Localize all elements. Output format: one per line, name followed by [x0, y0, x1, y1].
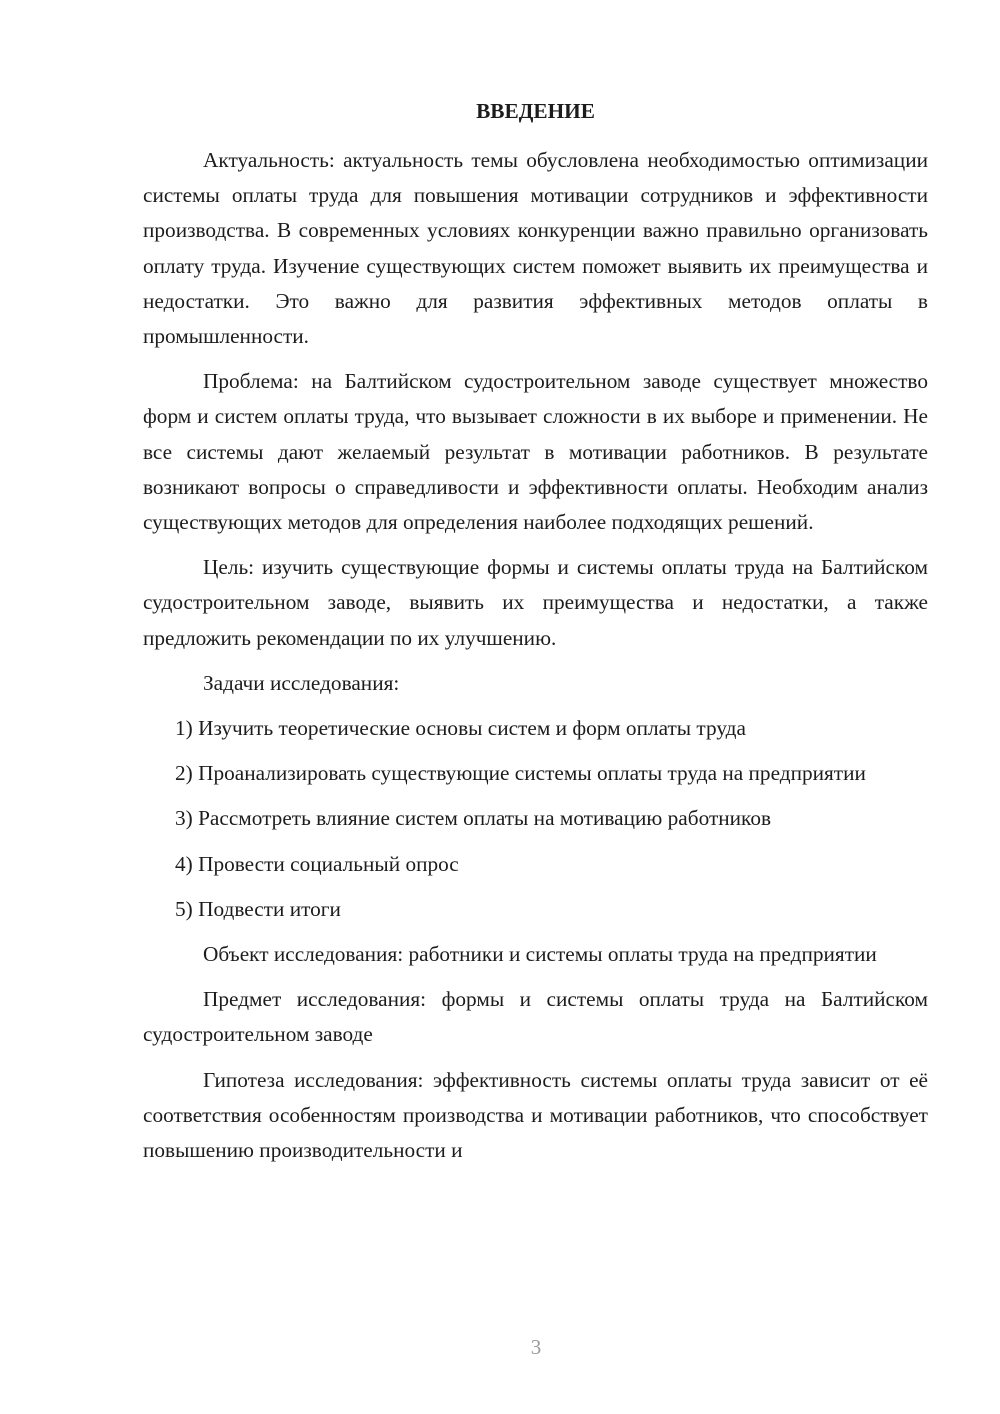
page-content — [143, 94, 928, 1178]
page-number: 3 — [530, 1335, 542, 1359]
paragraph-goal: Цель: изучить существующие формы и системы оплаты труда на Балтийском судостроительном заводе, выявить их преимущества и недостатки, а также предложить рекомендации по их улучшению. — [143, 555, 928, 650]
task-item-5: 5) Подвести итоги — [175, 896, 341, 921]
paragraph-subject: Предмет исследования: формы и системы оплаты труда на Балтийском судостроительном заводе — [143, 987, 928, 1047]
paragraph-relevance: Актуальность: актуальность темы обусловлена необходимостью оптимизации системы оплаты труда для повышения мотивации сотрудников и эффективности производства. В современных условиях конкуренции важно правильно организовать оплату труда. Изучение существующих систем поможет выявить их преимущества и недостатки. Это важно для развития эффективных методов оплаты в промышленности. — [143, 148, 928, 349]
task-item-3: 3) Рассмотреть влияние систем оплаты на мотивацию работников — [175, 806, 772, 831]
paragraph-hypothesis: Гипотеза исследования: эффективность системы оплаты труда зависит от её соответствия особенностям производства и мотивации работников, что способствует повышению производительности и — [143, 1067, 928, 1163]
task-item-4: 4) Провести социальный опрос — [175, 851, 459, 876]
task-item-1: 1) Изучить теоретические основы систем и форм оплаты труда — [175, 716, 746, 741]
section-title: ВВЕДЕНИЕ — [476, 99, 595, 123]
paragraph-problem: Проблема: на Балтийском судостроительном заводе существует множество форм и систем оплаты труда, что вызывает сложности в их выборе и применении. Не все системы дают желаемый результат в мотивации работников. В результате возникают вопросы о справедливости и эффективности оплаты. Необходим анализ существующих методов для определения наиболее подходящих решений. — [143, 369, 928, 535]
paragraph-object: Объект исследования: работники и системы оплаты труда на предприятии — [203, 942, 877, 967]
task-item-2: 2) Проанализировать существующие системы оплаты труда на предприятии — [175, 761, 866, 786]
tasks-heading: Задачи исследования: — [203, 670, 400, 695]
